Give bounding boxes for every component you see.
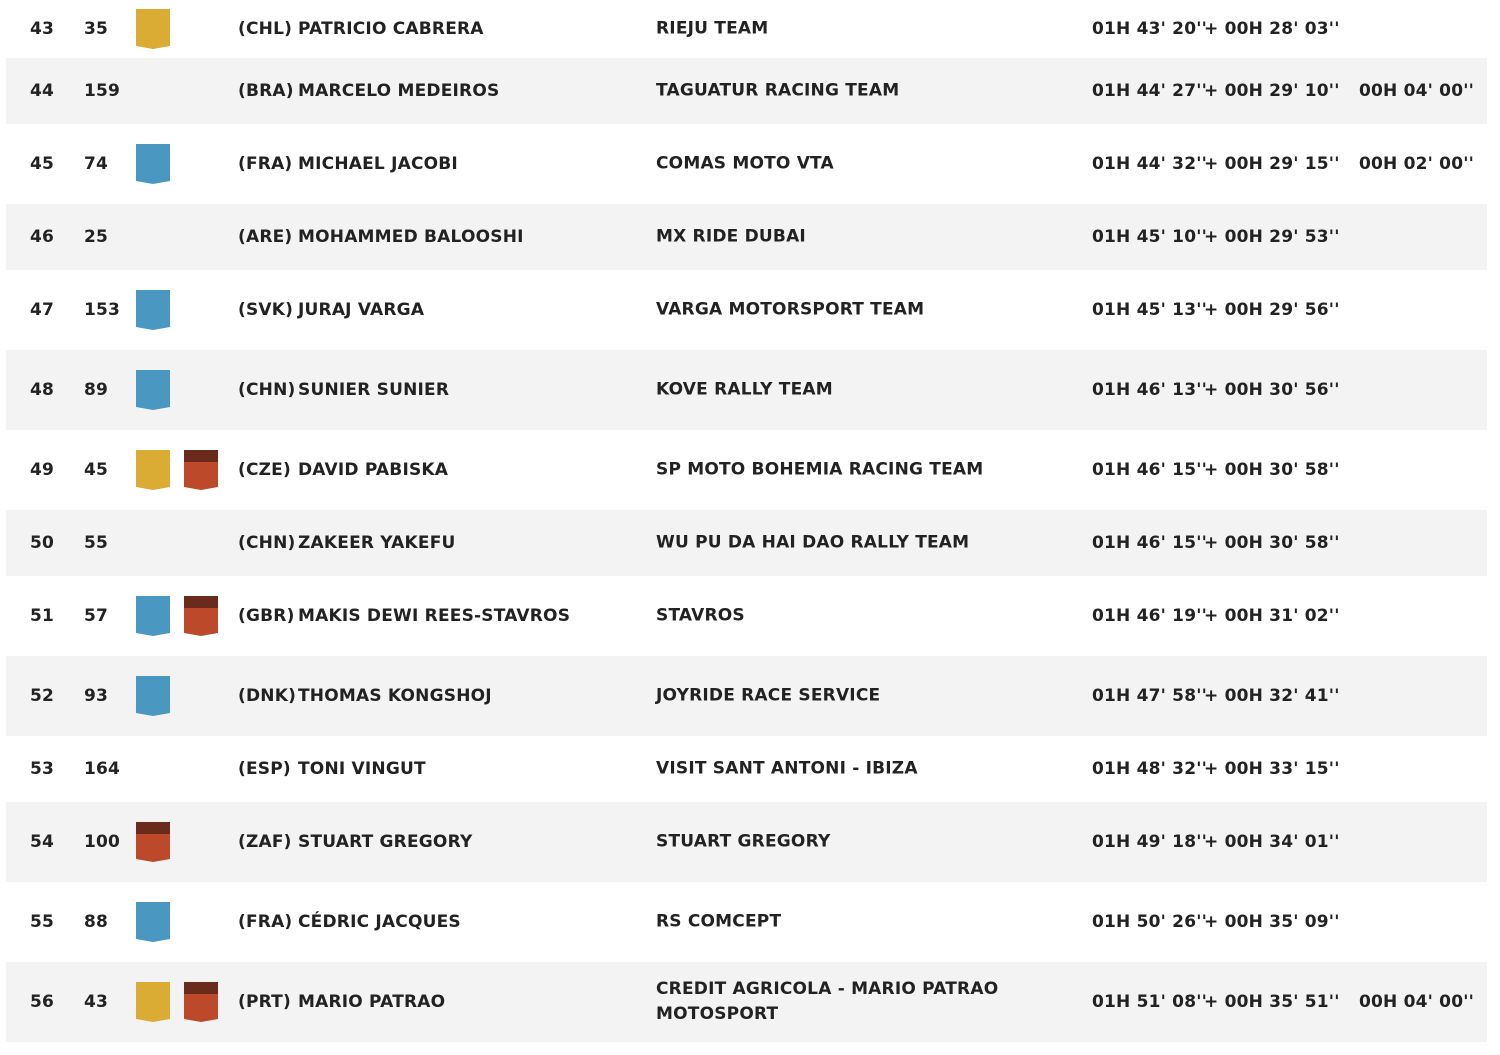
position-cell: 55 — [30, 912, 55, 932]
rust-category-badge-icon — [184, 450, 218, 490]
stage-time-cell: 01H 45' 10'' — [1092, 227, 1208, 247]
team-name-cell: JOYRIDE RACE SERVICE — [656, 685, 881, 706]
time-gap-cell: + 00H 32' 41'' — [1204, 686, 1340, 706]
stage-time-cell: 01H 50' 26'' — [1092, 912, 1208, 932]
blue-category-badge-icon — [136, 370, 170, 410]
stage-time-cell: 01H 46' 15'' — [1092, 533, 1208, 553]
stage-time-cell: 01H 44' 27'' — [1092, 81, 1208, 101]
team-name-cell: SP MOTO BOHEMIA RACING TEAM — [656, 459, 984, 480]
stage-time-cell: 01H 43' 20'' — [1092, 19, 1208, 39]
position-cell: 46 — [30, 227, 55, 247]
table-row[interactable] — [6, 962, 1487, 1042]
bib-number-cell: 88 — [84, 912, 109, 932]
position-cell: 43 — [30, 19, 55, 39]
time-gap-cell: + 00H 30' 58'' — [1204, 460, 1340, 480]
rider-name-link[interactable]: STUART GREGORY — [298, 832, 473, 852]
rider-name-link[interactable]: MOHAMMED BALOOSHI — [298, 227, 524, 247]
rider-name-link[interactable]: MARIO PATRAO — [298, 992, 446, 1012]
country-code-cell: (ARE) — [238, 227, 293, 247]
stage-time-cell: 01H 49' 18'' — [1092, 832, 1208, 852]
bib-number-cell: 159 — [84, 81, 121, 101]
team-name-cell: COMAS MOTO VTA — [656, 153, 834, 174]
gold-category-badge-icon — [136, 9, 170, 49]
time-gap-cell: + 00H 35' 51'' — [1204, 992, 1340, 1012]
table-row[interactable] — [6, 656, 1487, 736]
bib-number-cell: 35 — [84, 19, 109, 39]
blue-category-badge-icon — [136, 144, 170, 184]
rider-name-link[interactable]: MARCELO MEDEIROS — [298, 81, 500, 101]
blue-category-badge-icon — [136, 596, 170, 636]
country-code-cell: (FRA) — [238, 154, 293, 174]
time-gap-cell: + 00H 29' 15'' — [1204, 154, 1340, 174]
time-gap-cell: + 00H 30' 58'' — [1204, 533, 1340, 553]
bib-number-cell: 25 — [84, 227, 109, 247]
position-cell: 53 — [30, 759, 55, 779]
team-name-cell: RIEJU TEAM — [656, 18, 769, 39]
team-name-cell: WU PU DA HAI DAO RALLY TEAM — [656, 532, 970, 553]
table-row[interactable] — [6, 882, 1487, 962]
position-cell: 44 — [30, 81, 55, 101]
position-cell: 47 — [30, 300, 55, 320]
rider-name-link[interactable]: THOMAS KONGSHOJ — [298, 686, 492, 706]
country-code-cell: (CHN) — [238, 380, 296, 400]
rider-name-link[interactable]: CÉDRIC JACQUES — [298, 912, 461, 932]
bib-number-cell: 93 — [84, 686, 109, 706]
time-gap-cell: + 00H 30' 56'' — [1204, 380, 1340, 400]
rider-name-link[interactable]: PATRICIO CABRERA — [298, 19, 484, 39]
position-cell: 51 — [30, 606, 55, 626]
stage-time-cell: 01H 46' 19'' — [1092, 606, 1208, 626]
table-row[interactable] — [6, 350, 1487, 430]
position-cell: 52 — [30, 686, 55, 706]
time-gap-cell: + 00H 34' 01'' — [1204, 832, 1340, 852]
rider-name-link[interactable]: MICHAEL JACOBI — [298, 154, 458, 174]
team-name-cell: CREDIT AGRICOLA - MARIO PATRAO MOTOSPORT — [656, 979, 999, 1024]
results-table — [6, 0, 1487, 1042]
bib-number-cell: 164 — [84, 759, 121, 779]
table-row[interactable] — [6, 736, 1487, 802]
bib-number-cell: 153 — [84, 300, 121, 320]
bib-number-cell: 100 — [84, 832, 121, 852]
position-cell: 49 — [30, 460, 55, 480]
rider-name-link[interactable]: MAKIS DEWI REES-STAVROS — [298, 606, 571, 626]
team-name-cell: MX RIDE DUBAI — [656, 226, 806, 247]
country-code-cell: (PRT) — [238, 992, 291, 1012]
position-cell: 54 — [30, 832, 55, 852]
bib-number-cell: 45 — [84, 460, 109, 480]
stage-time-cell: 01H 51' 08'' — [1092, 992, 1208, 1012]
country-code-cell: (CHN) — [238, 533, 296, 553]
rider-name-link[interactable]: SUNIER SUNIER — [298, 380, 450, 400]
country-code-cell: (BRA) — [238, 81, 294, 101]
table-row[interactable] — [6, 270, 1487, 350]
time-gap-cell: + 00H 28' 03'' — [1204, 19, 1340, 39]
country-code-cell: (DNK) — [238, 686, 297, 706]
team-name-cell: RS COMCEPT — [656, 911, 782, 932]
country-code-cell: (ZAF) — [238, 832, 292, 852]
penalty-cell: 00H 04' 00'' — [1359, 992, 1475, 1012]
time-gap-cell: + 00H 33' 15'' — [1204, 759, 1340, 779]
position-cell: 45 — [30, 154, 55, 174]
bib-number-cell: 74 — [84, 154, 109, 174]
position-cell: 48 — [30, 380, 55, 400]
table-row[interactable] — [6, 430, 1487, 510]
rust-category-badge-icon — [184, 982, 218, 1022]
table-row[interactable] — [6, 0, 1487, 58]
rider-name-link[interactable]: DAVID PABISKA — [298, 460, 449, 480]
country-code-cell: (CZE) — [238, 460, 291, 480]
gold-category-badge-icon — [136, 450, 170, 490]
blue-category-badge-icon — [136, 902, 170, 942]
time-gap-cell: + 00H 29' 56'' — [1204, 300, 1340, 320]
time-gap-cell: + 00H 29' 53'' — [1204, 227, 1340, 247]
penalty-cell: 00H 02' 00'' — [1359, 154, 1475, 174]
position-cell: 50 — [30, 533, 55, 553]
table-row[interactable] — [6, 510, 1487, 576]
bib-number-cell: 43 — [84, 992, 109, 1012]
country-code-cell: (GBR) — [238, 606, 295, 626]
team-name-cell: STAVROS — [656, 605, 745, 626]
country-code-cell: (SVK) — [238, 300, 294, 320]
bib-number-cell: 57 — [84, 606, 109, 626]
rider-name-link[interactable]: JURAJ VARGA — [298, 300, 425, 320]
team-name-cell: VISIT SANT ANTONI - IBIZA — [656, 758, 918, 779]
bib-number-cell: 89 — [84, 380, 109, 400]
rider-name-link[interactable]: TONI VINGUT — [298, 759, 426, 779]
table-row[interactable] — [6, 802, 1487, 882]
time-gap-cell: + 00H 35' 09'' — [1204, 912, 1340, 932]
blue-category-badge-icon — [136, 290, 170, 330]
country-code-cell: (ESP) — [238, 759, 291, 779]
stage-time-cell: 01H 44' 32'' — [1092, 154, 1208, 174]
country-code-cell: (CHL) — [238, 19, 293, 39]
stage-time-cell: 01H 46' 15'' — [1092, 460, 1208, 480]
table-row[interactable] — [6, 576, 1487, 656]
table-row[interactable] — [6, 204, 1487, 270]
time-gap-cell: + 00H 29' 10'' — [1204, 81, 1340, 101]
table-row[interactable] — [6, 124, 1487, 204]
stage-time-cell: 01H 45' 13'' — [1092, 300, 1208, 320]
stage-time-cell: 01H 48' 32'' — [1092, 759, 1208, 779]
position-cell: 56 — [30, 992, 55, 1012]
table-row[interactable] — [6, 58, 1487, 124]
stage-time-cell: 01H 46' 13'' — [1092, 380, 1208, 400]
rust-category-badge-icon — [184, 596, 218, 636]
team-name-cell: TAGUATUR RACING TEAM — [656, 80, 900, 101]
stage-time-cell: 01H 47' 58'' — [1092, 686, 1208, 706]
rust-category-badge-icon — [136, 822, 170, 862]
penalty-cell: 00H 04' 00'' — [1359, 81, 1475, 101]
team-name-cell: KOVE RALLY TEAM — [656, 379, 833, 400]
country-code-cell: (FRA) — [238, 912, 293, 932]
rider-name-link[interactable]: ZAKEER YAKEFU — [298, 533, 456, 553]
blue-category-badge-icon — [136, 676, 170, 716]
time-gap-cell: + 00H 31' 02'' — [1204, 606, 1340, 626]
team-name-cell: STUART GREGORY — [656, 831, 831, 852]
gold-category-badge-icon — [136, 982, 170, 1022]
bib-number-cell: 55 — [84, 533, 109, 553]
team-name-cell: VARGA MOTORSPORT TEAM — [656, 299, 925, 320]
